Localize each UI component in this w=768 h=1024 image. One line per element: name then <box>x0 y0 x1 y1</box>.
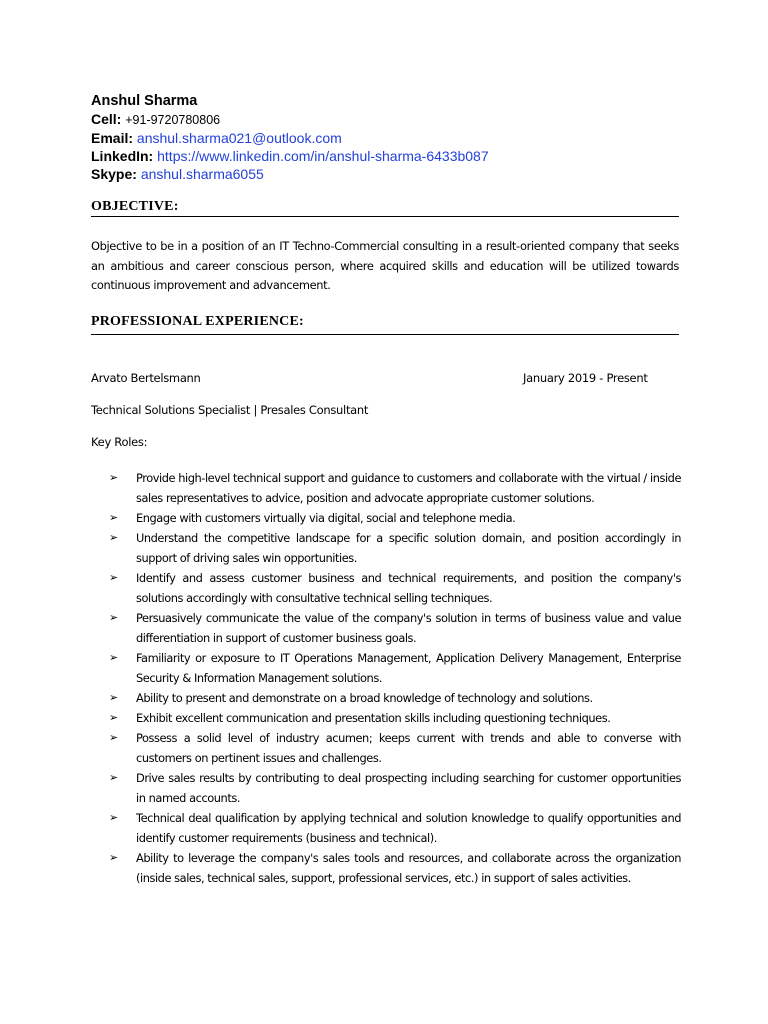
list-item <box>91 468 681 508</box>
cell-value: +91-9720780806 <box>125 113 221 127</box>
skype-row <box>91 165 489 183</box>
role-text: Exhibit excellent communication and presentation skills including questioning techniques. <box>136 711 611 725</box>
list-item <box>91 768 681 808</box>
email-label: Email: <box>91 130 134 146</box>
role-text: Engage with customers virtually via digital, social and telephone media. <box>136 511 516 525</box>
email-link[interactable]: anshul.sharma021@outlook.com <box>136 130 342 146</box>
email-row <box>91 129 489 147</box>
job-dates: January 2019 - Present <box>523 371 648 385</box>
role-text: Persuasively communicate the value of the company's solution in terms of business value and value differentiation in support of customer business goals. <box>136 611 681 645</box>
list-item <box>91 608 681 648</box>
job-title: Technical Solutions Specialist | Presales Consultant <box>91 403 369 417</box>
role-text: Technical deal qualification by applying technical and solution knowledge to qualify opportunities and identify customer requirements (business and technical). <box>136 811 681 845</box>
list-item <box>91 848 681 888</box>
key-roles-label: Key Roles: <box>91 435 148 449</box>
list-item <box>91 688 681 708</box>
job-header <box>91 371 679 389</box>
arrow-bullet-icon: ➢ <box>109 691 118 704</box>
arrow-bullet-icon: ➢ <box>109 711 118 724</box>
objective-text: Objective to be in a position of an IT Techno-Commercial consulting in a result-oriented company that seeks an ambitious and career conscious person, where acquired skills and education will be utilized towards continuous improvement and advancement. <box>91 239 679 292</box>
role-text: Provide high-level technical support and guidance to customers and collaborate with the virtual / inside sales representatives to advice, position and advocate appropriate customer solutions. <box>136 471 681 505</box>
contact-block <box>91 92 489 183</box>
role-text: Identify and assess customer business and technical requirements, and position the company's solutions accordingly with consultative technical selling techniques. <box>136 571 681 605</box>
arrow-bullet-icon: ➢ <box>109 731 118 744</box>
list-item <box>91 728 681 768</box>
experience-heading: PROFESSIONAL EXPERIENCE: <box>91 314 304 329</box>
cell-row <box>91 110 489 129</box>
list-item <box>91 648 681 688</box>
arrow-bullet-icon: ➢ <box>109 771 118 784</box>
linkedin-row <box>91 147 489 165</box>
skype-label: Skype: <box>91 166 137 182</box>
arrow-bullet-icon: ➢ <box>109 511 118 524</box>
key-roles-list <box>91 468 681 888</box>
arrow-bullet-icon: ➢ <box>109 471 118 484</box>
skype-link[interactable]: anshul.sharma6055 <box>140 166 264 182</box>
list-item <box>91 708 681 728</box>
role-text: Drive sales results by contributing to deal prospecting including searching for customer opportunities in named accounts. <box>136 771 681 805</box>
linkedin-label: LinkedIn: <box>91 148 154 164</box>
role-text: Familiarity or exposure to IT Operations Management, Application Delivery Management, Enterprise Security & Information Management solutions. <box>136 651 681 685</box>
list-item <box>91 568 681 608</box>
cell-label: Cell: <box>91 111 122 127</box>
arrow-bullet-icon: ➢ <box>109 611 118 624</box>
list-item <box>91 508 681 528</box>
role-text: Possess a solid level of industry acumen; keeps current with trends and able to converse with customers on pertinent issues and challenges. <box>136 731 681 765</box>
company-name: Arvato Bertelsmann <box>91 371 201 385</box>
role-text: Understand the competitive landscape for a specific solution domain, and position accordingly in support of driving sales win opportunities. <box>136 531 681 565</box>
linkedin-link[interactable]: https://www.linkedin.com/in/anshul-sharma-6433b087 <box>157 148 489 164</box>
role-text: Ability to present and demonstrate on a broad knowledge of technology and solutions. <box>136 691 593 705</box>
arrow-bullet-icon: ➢ <box>109 531 118 544</box>
role-text: Ability to leverage the company's sales tools and resources, and collaborate across the organization (inside sales, technical sales, support, professional services, etc.) in support of sales activities. <box>136 851 681 885</box>
experience-divider <box>91 334 679 335</box>
objective-heading: OBJECTIVE: <box>91 199 179 214</box>
list-item <box>91 528 681 568</box>
objective-divider <box>91 216 679 217</box>
candidate-name: Anshul Sharma <box>91 93 198 109</box>
arrow-bullet-icon: ➢ <box>109 811 118 824</box>
arrow-bullet-icon: ➢ <box>109 571 118 584</box>
list-item <box>91 808 681 848</box>
arrow-bullet-icon: ➢ <box>109 651 118 664</box>
arrow-bullet-icon: ➢ <box>109 851 118 864</box>
